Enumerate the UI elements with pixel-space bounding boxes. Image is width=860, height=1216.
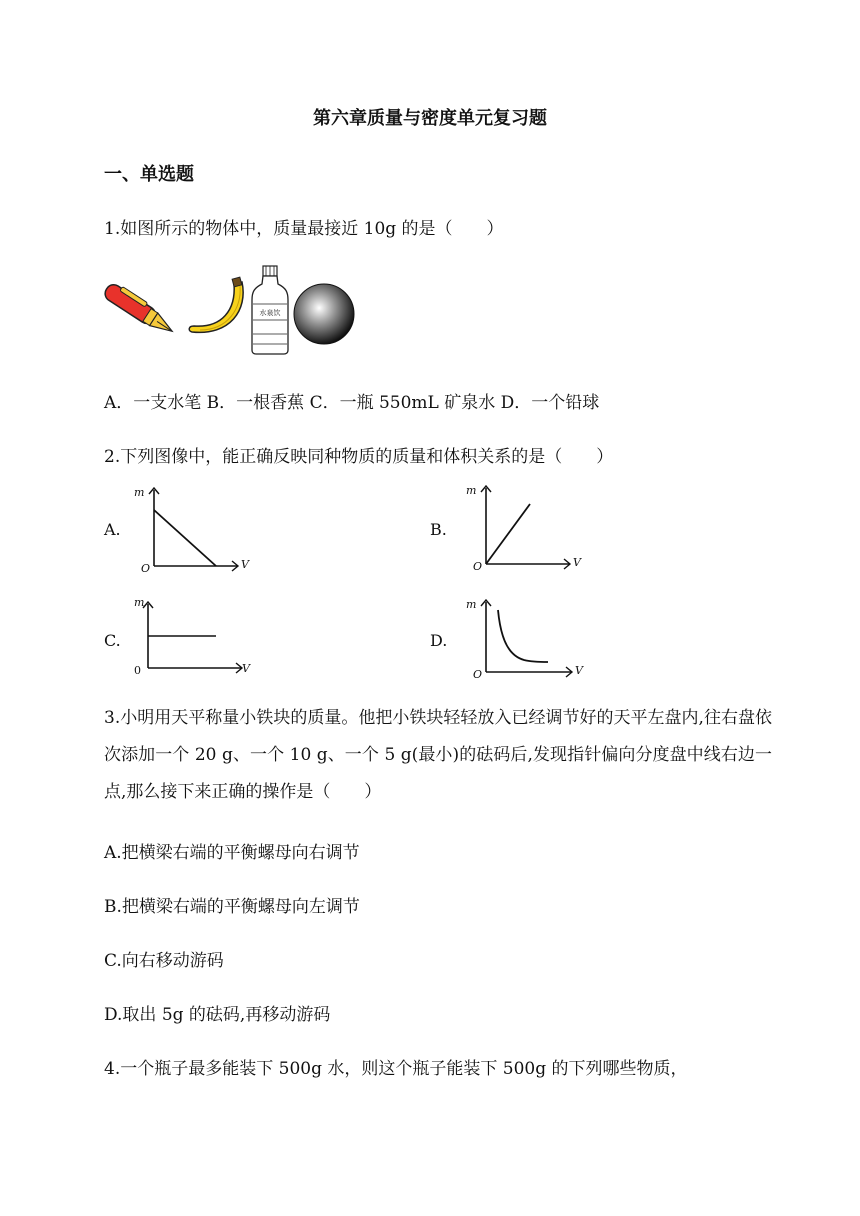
graph-b-x-label: V [573,556,581,569]
graph-a [132,482,252,574]
bottle-label-text: 水泉饮 [259,309,281,317]
graph-c-y-label: m [134,596,145,609]
graph-d-label: D. [430,631,448,650]
question-3-option-b: B.把横梁右端的平衡螺母向左调节 [104,897,360,917]
pen-icon [98,278,182,344]
graph-c-label: C. [104,631,121,650]
graph-b-y-label: m [466,484,477,497]
question-3-option-d: D.取出 5g 的砝码,再移动游码 [104,1005,331,1025]
graph-d [464,594,588,680]
question-1-options: A．一支水笔 B．一根香蕉 C．一瓶 550mL 矿泉水 D．一个铅球 [104,393,600,413]
section-heading: 一、单选题 [104,164,194,185]
graph-c [132,596,256,680]
graph-a-x-label: V [241,558,249,571]
question-3-option-c: C.向右移动游码 [104,951,224,971]
question-2-stem: 2.下列图像中，能正确反映同种物质的质量和体积关系的是（ ） [104,447,614,467]
graph-a-origin: O [141,562,151,575]
graph-c-x-label: V [242,662,250,675]
banana-icon [186,276,248,344]
graph-c-origin: 0 [134,664,141,677]
lead-ball-icon [292,282,356,346]
graph-b [464,480,584,572]
graph-b-origin: O [473,560,483,573]
question-3-stem: 3.小明用天平称量小铁块的质量。他把小铁块轻轻放入已经调节好的天平左盘内,往右盘依次添加一个 20 g、一个 10 g、一个 5 g(最小)的砝码后,发现指针偏向分度盘中线右边一点,那么接下来正确的操作是（ ） [104,708,772,802]
question-4-stem: 4.一个瓶子最多能装下 500g 水，则这个瓶子能装下 500g 的下列哪些物质， [104,1059,688,1079]
graph-d-y-label: m [466,598,477,611]
graph-a-label: A. [104,520,121,539]
question-1-stem: 1.如图所示的物体中，质量最接近 10g 的是（ ） [104,219,504,239]
graph-b-label: B. [430,520,447,539]
page-title: 第六章质量与密度单元复习题 [313,108,547,129]
graph-d-origin: O [473,668,483,681]
water-bottle-icon [248,264,292,356]
question-3-option-a: A.把横梁右端的平衡螺母向右调节 [104,843,360,863]
graph-d-x-label: V [575,664,583,677]
graph-a-y-label: m [134,486,145,499]
